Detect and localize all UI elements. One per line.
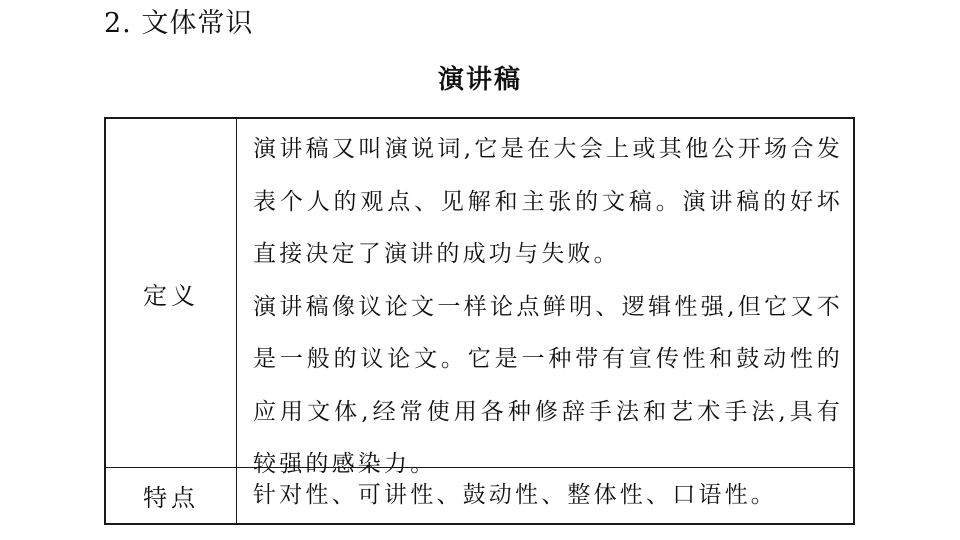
- table-row-definition: [106, 119, 853, 477]
- info-table: [104, 117, 855, 525]
- definition-label: 定义: [106, 119, 237, 467]
- features-content: [237, 468, 853, 523]
- features-label: 特点: [106, 468, 237, 523]
- features-paragraph: 针对性、可讲性、鼓动性、整体性、口语性。: [253, 482, 777, 509]
- table-title: 演讲稿: [437, 65, 522, 95]
- definition-paragraph-2: 演讲稿像议论文一样论点鲜明、逻辑性强,但它又不是一般的议论文。它是一种带有宣传性和鼓动性的应用文体,经常使用各种修辞手法和艺术手法,具有较强的感染力。: [253, 293, 843, 477]
- definition-paragraph-1: 演讲稿又叫演说词,它是在大会上或其他公开场合发表个人的观点、见解和主张的文稿。演讲稿的好坏直接决定了演讲的成功与失败。: [253, 136, 843, 267]
- section-heading: 2. 文体常识: [104, 8, 254, 39]
- table-row-features: [106, 468, 853, 523]
- definition-content: [237, 119, 853, 477]
